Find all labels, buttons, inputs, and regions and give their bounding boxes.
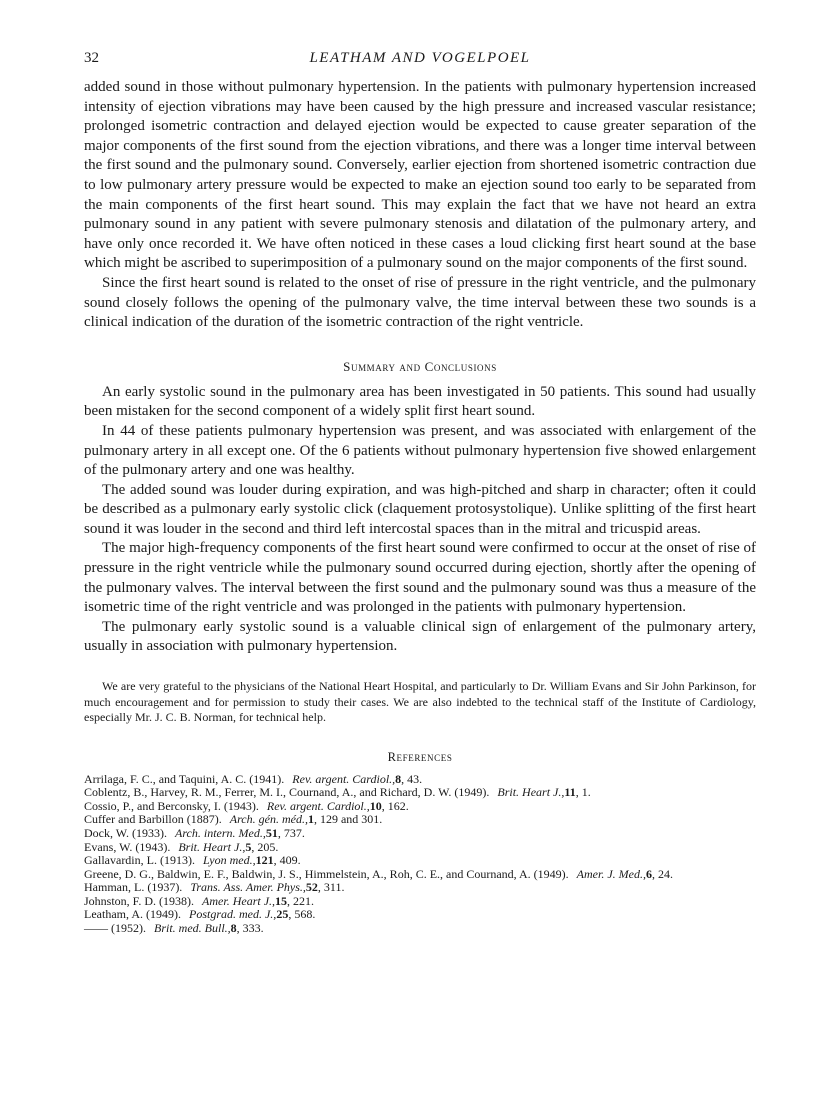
reference-pages: , 162. [381,798,409,813]
reference-item [84,854,756,868]
reference-pages: , 311. [317,880,345,895]
reference-pages: , 129 and 301. [313,812,383,827]
reference-volume: 11 [564,785,576,800]
reference-journal: Trans. Ass. Amer. Phys., [190,880,306,895]
reference-item [84,895,756,909]
reference-pages: , 568. [288,907,316,922]
reference-authors: Evans, W. (1943). [84,839,171,854]
reference-volume: 121 [255,853,274,868]
reference-pages: , 24. [651,866,673,881]
reference-volume: 8 [230,921,237,936]
reference-authors: Greene, D. G., Baldwin, E. F., Baldwin, J. S., Himmelstein, A., Roh, C. E., and Cournand, A. (1949). [84,866,569,881]
acknowledgement: We are very grateful to the physicians of the National Heart Hospital, and particularly to Dr. William Evans and Sir John Parkinson, for much encouragement and for permission to study their cases. We are also indebted to the technical staff of the Institute of Cardiology, especially Mr. J. C. B. Norman, for technical help. [84,679,756,725]
reference-authors: Cossio, P., and Berconsky, I. (1943). [84,798,259,813]
summary-paragraph: The pulmonary early systolic sound is a valuable clinical sign of enlargement of the pulmonary artery, usually in association with pulmonary hypertension. [84,618,756,655]
summary-paragraph: An early systolic sound in the pulmonary area has been investigated in 50 patients. This sound had usually been mistaken for the second component of a widely split first heart sound. [84,383,756,420]
reference-pages: , 333. [236,921,264,936]
reference-pages: , 221. [287,893,315,908]
reference-volume: 5 [245,839,252,854]
reference-item [84,813,756,827]
reference-pages: , 1. [575,785,591,800]
reference-authors: Arrilaga, F. C., and Taquini, A. C. (1941). [84,771,285,786]
reference-volume: 8 [395,771,402,786]
page-number: 32 [84,50,99,66]
reference-item [84,868,756,882]
reference-journal: Arch. gén. méd., [229,812,308,827]
reference-journal: Rev. argent. Cardiol., [292,771,396,786]
reference-volume: 6 [645,866,652,881]
references-heading: References [387,749,453,764]
section-heading-summary: Summary and Conclusions [343,358,497,374]
paragraph: Since the first heart sound is related to the onset of rise of pressure in the right ventricle, and the pulmonary sound closely follows the opening of the pulmonary valve, the time interval between these two sounds is a clinical indication of the duration of the isometric contraction of the right ventricle. [84,274,756,331]
reference-item [84,786,756,800]
reference-journal: Brit. med. Bull., [154,921,231,936]
reference-journal: Lyon med., [202,853,256,868]
reference-volume: 52 [305,880,318,895]
body-text [84,78,756,333]
page-header [84,50,756,72]
reference-list [84,773,756,936]
reference-item [84,800,756,814]
reference-item [84,908,756,922]
reference-item [84,881,756,895]
reference-item [84,827,756,841]
page [84,50,756,936]
reference-authors: Cuffer and Barbillon (1887). [84,812,222,827]
reference-authors: Hamman, L. (1937). [84,880,183,895]
summary-paragraph: The added sound was louder during expiration, and was high-pitched and sharp in character; often it could be described as a pulmonary early systolic click (claquement protosystolique). Unlike splitting of the first heart sound it was louder in the second and third left intercostal spaces than in the mitral and tricuspid areas. [84,481,756,537]
reference-authors: Leatham, A. (1949). [84,907,181,922]
paragraph: added sound in those without pulmonary hypertension. In the patients with pulmonary hypertension increased intensity of ejection vibrations may have been caused by the high pressure and increased vascular resistance; prolonged isometric contraction and delayed ejection would be expected to cause greater separation of the major components of the first sound from the ejection vibrations, and there was a longer time interval between the first sound and the pulmonary sound. Conversely, earlier ejection from shortened isometric contraction due to low pulmonary artery pressure would be expected to make an ejection sound too early to be separated from the main components of the first heart sound. This may explain the fact that we have not heard an extra pulmonary sound in any patient with severe pulmonary stenosis and dilatation of the pulmonary artery, and have only once recorded it. We have often noticed in these cases a loud clicking first heart sound at the base which might be ascribed to superimposition of a pulmonary sound on the major components of the first sound. [84,79,756,272]
reference-volume: 1 [307,812,314,827]
reference-authors: Dock, W. (1933). [84,825,167,840]
reference-volume: 15 [275,893,288,908]
reference-journal: Rev. argent. Cardiol., [266,798,370,813]
reference-item [84,773,756,787]
reference-journal: Brit. Heart J., [497,785,565,800]
reference-authors: Coblentz, B., Harvey, R. M., Ferrer, M. I., Cournand, A., and Richard, D. W. (1949). [84,785,490,800]
reference-volume: 51 [265,825,278,840]
reference-volume: 10 [369,798,382,813]
reference-journal: Postgrad. med. J., [188,907,277,922]
summary-paragraph: The major high-frequency components of the first heart sound were confirmed to occur at the onset of rise of pressure in the right ventricle while the pulmonary sound occurred during ejection, shortly after the opening of the pulmonary valves. The interval between the first sound and the pulmonary sound was thus a measure of the isometric time of the right ventricle and was prolonged in the patients with pulmonary hypertension. [84,540,756,616]
reference-item [84,841,756,855]
reference-pages: , 43. [401,771,423,786]
running-head: LEATHAM AND VOGELPOEL [309,50,531,66]
summary-section [84,383,756,657]
reference-authors: Gallavardin, L. (1913). [84,853,195,868]
reference-journal: Arch. intern. Med., [175,825,266,840]
reference-authors: —— (1952). [84,921,146,936]
reference-item [84,922,756,936]
reference-journal: Brit. Heart J., [178,839,246,854]
summary-paragraph: In 44 of these patients pulmonary hypertension was present, and was associated with enlargement of the pulmonary artery in all except one. Of the 6 patients without pulmonary hypertension five showed enlargement of the pulmonary artery and one was healthy. [84,422,756,479]
reference-journal: Amer. J. Med., [576,866,646,881]
reference-pages: , 737. [277,825,305,840]
reference-journal: Amer. Heart J., [202,893,276,908]
reference-pages: , 205. [251,839,279,854]
reference-volume: 25 [276,907,289,922]
reference-pages: , 409. [273,853,301,868]
reference-authors: Johnston, F. D. (1938). [84,893,195,908]
